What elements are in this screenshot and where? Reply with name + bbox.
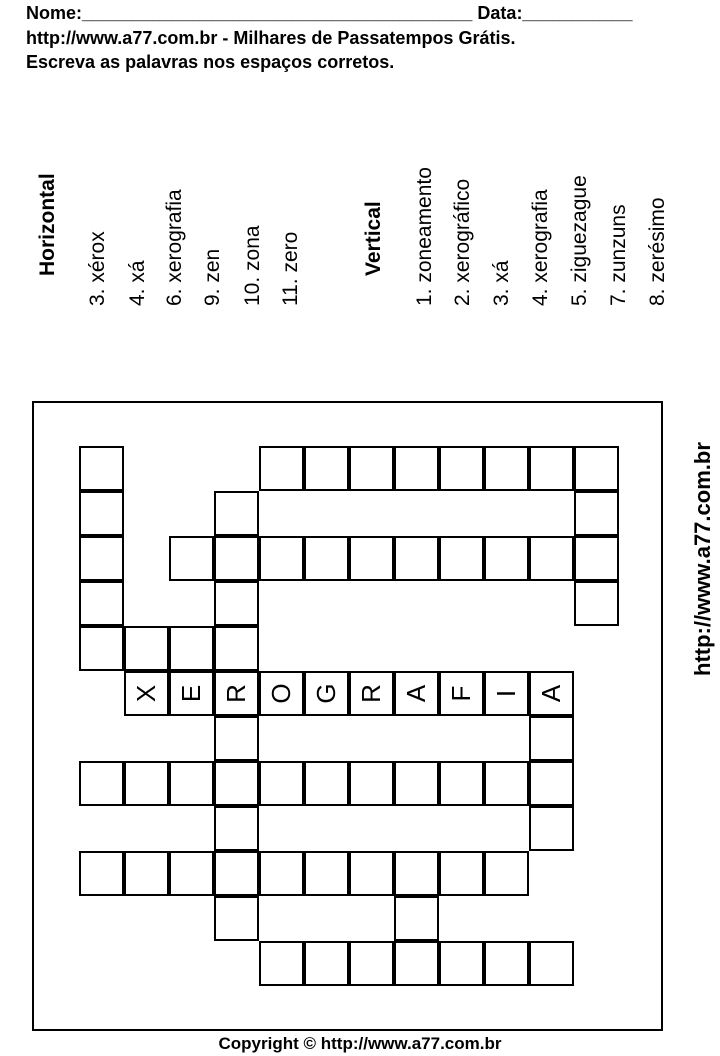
crossword-cell[interactable]: [124, 851, 169, 896]
crossword-cell[interactable]: [484, 671, 529, 716]
crossword-cell[interactable]: [349, 671, 394, 716]
crossword-cell[interactable]: [484, 941, 529, 986]
crossword-cell[interactable]: [259, 446, 304, 491]
horizontal-heading: Horizontal: [36, 173, 59, 276]
crossword-cell[interactable]: [214, 851, 259, 896]
crossword-cell[interactable]: [214, 671, 259, 716]
crossword-cell[interactable]: [349, 536, 394, 581]
crossword-cell[interactable]: [259, 671, 304, 716]
site-line: http://www.a77.com.br - Milhares de Passatempos Grátis.: [26, 28, 516, 48]
cell-letter: R: [356, 684, 386, 703]
crossword-cell[interactable]: [214, 896, 259, 941]
crossword-cell[interactable]: [124, 671, 169, 716]
crossword-cell[interactable]: [394, 896, 439, 941]
crossword-cell[interactable]: [214, 491, 259, 536]
crossword-cell[interactable]: [484, 446, 529, 491]
crossword-cell[interactable]: [124, 626, 169, 671]
crossword-cell[interactable]: [169, 761, 214, 806]
crossword-cell[interactable]: [79, 446, 124, 491]
clue-vertical-5: 5. ziguezague: [568, 175, 591, 306]
crossword-cell[interactable]: [304, 941, 349, 986]
crossword-cell[interactable]: [349, 761, 394, 806]
crossword-cell[interactable]: [394, 761, 439, 806]
crossword-cell[interactable]: [349, 941, 394, 986]
crossword-cell[interactable]: [439, 941, 484, 986]
crossword-cell[interactable]: [394, 941, 439, 986]
crossword-cell[interactable]: [214, 626, 259, 671]
crossword-cell[interactable]: [574, 446, 619, 491]
crossword-cell[interactable]: [574, 536, 619, 581]
crossword-cell[interactable]: [529, 671, 574, 716]
crossword-cell[interactable]: [214, 761, 259, 806]
crossword-cell[interactable]: [79, 536, 124, 581]
crossword-cell[interactable]: [394, 446, 439, 491]
side-url: http://www.a77.com.br: [690, 442, 715, 676]
crossword-cell[interactable]: [349, 851, 394, 896]
cell-letter: A: [401, 684, 431, 703]
crossword-board: [32, 401, 663, 1031]
crossword-cell[interactable]: [79, 851, 124, 896]
cell-letter: R: [221, 684, 251, 703]
clue-vertical-8: 8. zerésimo: [646, 197, 669, 306]
cell-letter: A: [536, 684, 566, 703]
crossword-cell[interactable]: [349, 446, 394, 491]
crossword-cell[interactable]: [304, 851, 349, 896]
clue-horizontal-9: 9. zen: [201, 248, 224, 306]
crossword-cell[interactable]: [304, 536, 349, 581]
name-date-line: Nome:_______________________________________ Data:___________: [26, 3, 633, 23]
crossword-cell[interactable]: [529, 716, 574, 761]
crossword-cell[interactable]: [124, 761, 169, 806]
crossword-cell[interactable]: [259, 941, 304, 986]
clue-horizontal-10: 10. zona: [241, 225, 264, 306]
clue-vertical-1: 1. zoneamento: [413, 167, 436, 306]
crossword-cell[interactable]: [529, 536, 574, 581]
crossword-cell[interactable]: [304, 761, 349, 806]
crossword-cell[interactable]: [214, 806, 259, 851]
crossword-cell[interactable]: [394, 536, 439, 581]
crossword-cell[interactable]: [79, 626, 124, 671]
cell-letter: F: [446, 685, 476, 702]
vertical-heading: Vertical: [362, 201, 385, 276]
crossword-cell[interactable]: [214, 581, 259, 626]
crossword-cell[interactable]: [529, 806, 574, 851]
crossword-cell[interactable]: [259, 536, 304, 581]
crossword-cell[interactable]: [79, 491, 124, 536]
crossword-cell[interactable]: [214, 536, 259, 581]
cell-letter: X: [131, 684, 161, 703]
crossword-cell[interactable]: [79, 761, 124, 806]
crossword-cell[interactable]: [529, 446, 574, 491]
clue-horizontal-3: 3. xérox: [86, 231, 109, 306]
crossword-cell[interactable]: [394, 851, 439, 896]
crossword-cell[interactable]: [214, 716, 259, 761]
clue-horizontal-11: 11. zero: [279, 231, 302, 306]
instructions: Escreva as palavras nos espaços corretos.: [26, 52, 395, 72]
crossword-cell[interactable]: [259, 851, 304, 896]
crossword-cell[interactable]: [169, 671, 214, 716]
crossword-cell[interactable]: [439, 536, 484, 581]
cell-letter: O: [266, 683, 296, 704]
clue-horizontal-4: 4. xá: [126, 260, 149, 306]
crossword-cell[interactable]: [394, 671, 439, 716]
cell-letter: I: [491, 689, 521, 698]
crossword-cell[interactable]: [484, 536, 529, 581]
crossword-cell[interactable]: [439, 851, 484, 896]
crossword-cell[interactable]: [439, 671, 484, 716]
crossword-cell[interactable]: [439, 446, 484, 491]
crossword-cell[interactable]: [484, 761, 529, 806]
crossword-cell[interactable]: [574, 491, 619, 536]
clue-vertical-7: 7. zunzuns: [607, 204, 630, 306]
crossword-cell[interactable]: [439, 761, 484, 806]
crossword-cell[interactable]: [574, 581, 619, 626]
clue-horizontal-6: 6. xerografia: [163, 189, 186, 306]
crossword-cell[interactable]: [169, 851, 214, 896]
crossword-cell[interactable]: [484, 851, 529, 896]
copyright-footer: Copyright © http://www.a77.com.br: [218, 1034, 502, 1053]
crossword-cell[interactable]: [169, 626, 214, 671]
crossword-cell[interactable]: [304, 671, 349, 716]
crossword-cell[interactable]: [259, 761, 304, 806]
crossword-cell[interactable]: [529, 941, 574, 986]
crossword-cell[interactable]: [169, 536, 214, 581]
crossword-cell[interactable]: [529, 761, 574, 806]
clue-vertical-4: 4. xerografia: [529, 189, 552, 306]
clue-vertical-3: 3. xá: [490, 260, 513, 306]
crossword-cell[interactable]: [79, 581, 124, 626]
crossword-cell[interactable]: [304, 446, 349, 491]
cell-letter: G: [311, 683, 341, 704]
clue-vertical-2: 2. xerográfico: [451, 178, 474, 306]
cell-letter: E: [176, 684, 206, 703]
